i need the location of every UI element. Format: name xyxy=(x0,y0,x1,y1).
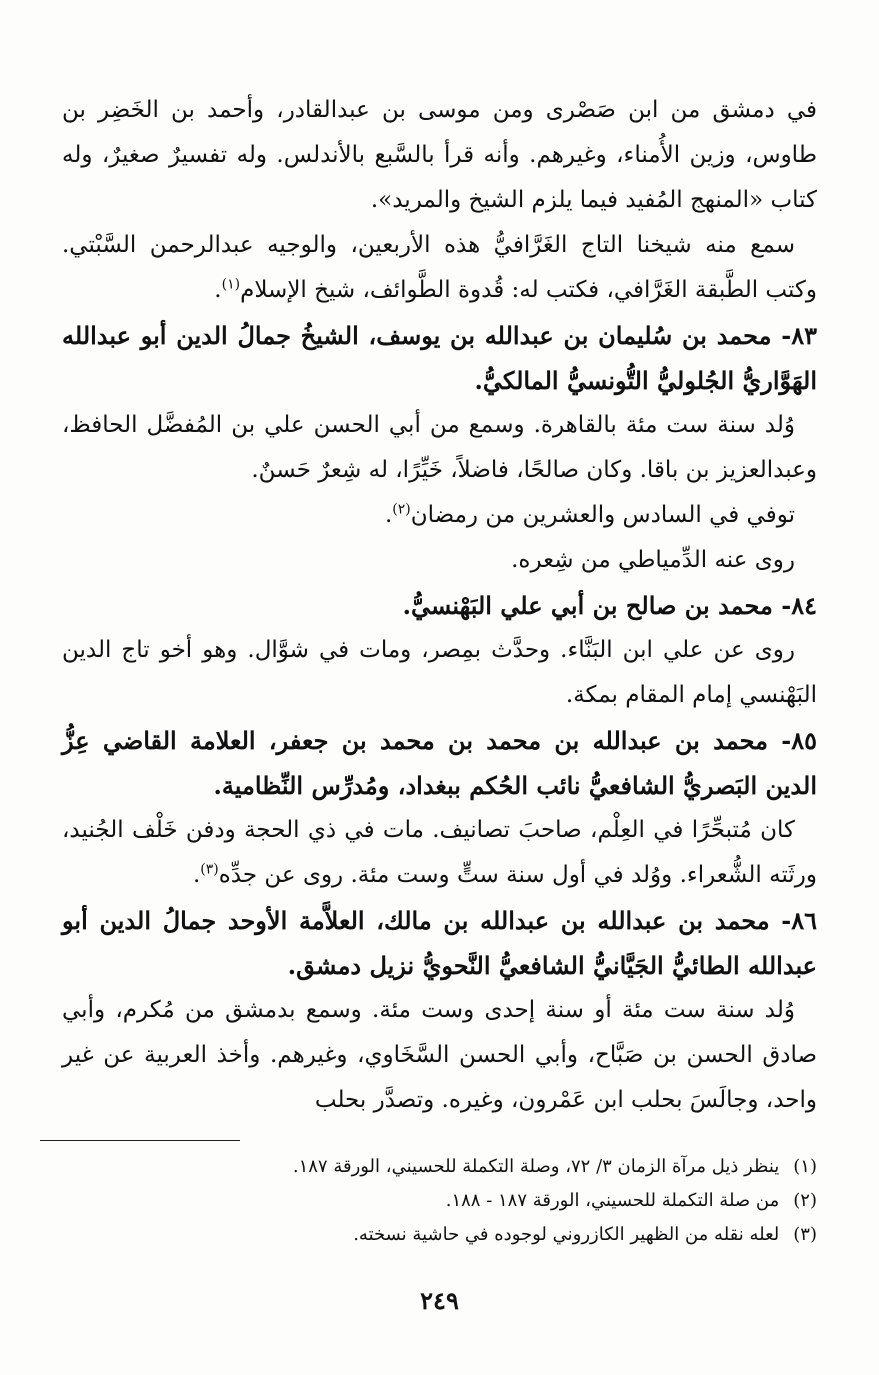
paragraph-text: كان مُتبحِّرًا في العِلْم، صاحبَ تصانيف. مات في ذي الحجة ودفن خَلْف الجُنيد، ورثَته الشُّعراء. ووُلد في أول سنة ستٍّ وست مئة. روى عن جدِّه xyxy=(62,817,817,888)
paragraph-text: روى عن علي ابن البَنَّاء. وحدَّث بمِصر، ومات في شوَّال. وهو أخو تاج الدين البَهْنسي إمام المقام بمكة. xyxy=(62,637,817,708)
footnote-number: (١) xyxy=(793,1156,817,1177)
entry-heading-84: ٨٤- محمد بن صالح بن أبي علي البَهْنسيُّ. xyxy=(402,591,817,620)
paragraph xyxy=(62,988,817,1123)
paragraph-text: روى عنه الدِّمياطي من شِعره. xyxy=(511,547,795,573)
footnote-ref[interactable]: (١) xyxy=(221,276,241,293)
paragraph-end: . xyxy=(192,862,201,888)
paragraph-end: . xyxy=(214,277,222,303)
footnote-text: ينظر ذيل مرآة الزمان ٣/ ٧٢، وصلة التكملة للحسيني، الورقة ١٨٧. xyxy=(292,1156,780,1177)
footnote-text: من صلة التكملة للحسيني، الورقة ١٨٧ - ١٨٨. xyxy=(445,1190,780,1211)
paragraph xyxy=(62,808,817,898)
footnote-ref[interactable]: (٢) xyxy=(392,501,411,518)
entry-heading-86: ٨٦- محمد بن عبدالله بن عبدالله بن مالك، العلاَّمة الأوحد جمالُ الدين أبو عبدالله الطائيُّ الجَيَّانيُّ الشافعيُّ النَّحويُّ نزيل دمشق. xyxy=(62,906,817,980)
footnote-ref[interactable]: (٣) xyxy=(200,861,219,878)
paragraph xyxy=(62,628,817,718)
footnote xyxy=(62,1150,817,1184)
footnote xyxy=(62,1184,817,1218)
body-text xyxy=(62,88,817,1123)
entry-heading-83: ٨٣- محمد بن سُليمان بن عبدالله بن يوسف، الشيخُ جمالُ الدين أبو عبدالله الهَوَّاريُّ الجُلوليُّ التُّونسيُّ المالكيُّ. xyxy=(62,321,817,395)
entry-heading-85: ٨٥- محمد بن عبدالله بن محمد بن محمد بن جعفر، العلامة القاضي عِزُّ الدين البَصريُّ الشافعيُّ نائب الحُكم ببغداد، ومُدرِّس النِّظامية. xyxy=(62,726,817,800)
footnotes xyxy=(62,1150,817,1252)
footnote-number: (٣) xyxy=(793,1224,817,1245)
paragraph xyxy=(62,403,817,493)
footnote-text: لعله نقله من الظهير الكازروني لوجوده في حاشية نسخته. xyxy=(353,1224,780,1245)
paragraph-text: وُلد سنة ست مئة أو سنة إحدى وست مئة. وسمع بدمشق من مُكرم، وأبي صادق الحسن بن صَبَّاح، وأبي الحسن السَّخَاوي، وغيرهم. وأخذ العربية عن غير واحد، وجالَسَ بحلب ابن عَمْرون، وغيره. وتصدَّر بحلب xyxy=(62,997,817,1113)
page-number: ٢٤٩ xyxy=(420,1286,459,1315)
paragraph xyxy=(62,223,817,313)
paragraph xyxy=(62,538,817,583)
footnote-divider xyxy=(40,1140,240,1141)
paragraph-text: في دمشق من ابن صَصْرى ومن موسى بن عبدالقادر، وأحمد بن الخَضِر بن طاوس، وزين الأُمناء، وغيرهم. وأنه قرأ بالسَّبع بالأندلس. وله تفسيرٌ صغيرٌ، وله كتاب «المنهج المُفيد فيما يلزم الشيخ والمريد». xyxy=(62,97,817,213)
paragraph xyxy=(62,88,817,223)
paragraph xyxy=(62,493,817,538)
paragraph-text: وُلد سنة ست مئة بالقاهرة. وسمع من أبي الحسن علي بن المُفضَّل الحافظ، وعبدالعزيز بن باقا. وكان صالحًا، فاضلاً، خَيِّرًا، له شِعرٌ حَسنٌ. xyxy=(62,412,817,483)
paragraph-text: توفي في السادس والعشرين من رمضان xyxy=(410,502,795,528)
paragraph-end: . xyxy=(384,502,393,528)
footnote xyxy=(62,1218,817,1252)
footnote-number: (٢) xyxy=(793,1190,817,1211)
paragraph-text: سمع منه شيخنا التاج الغَرَّافيُّ هذه الأربعين، والوجيه عبدالرحمن السَّبْتي. وكتب الطَّبقة الغَرَّافي، فكتب له: قُدوة الطَّوائف، شيخ الإسلام xyxy=(62,232,817,303)
